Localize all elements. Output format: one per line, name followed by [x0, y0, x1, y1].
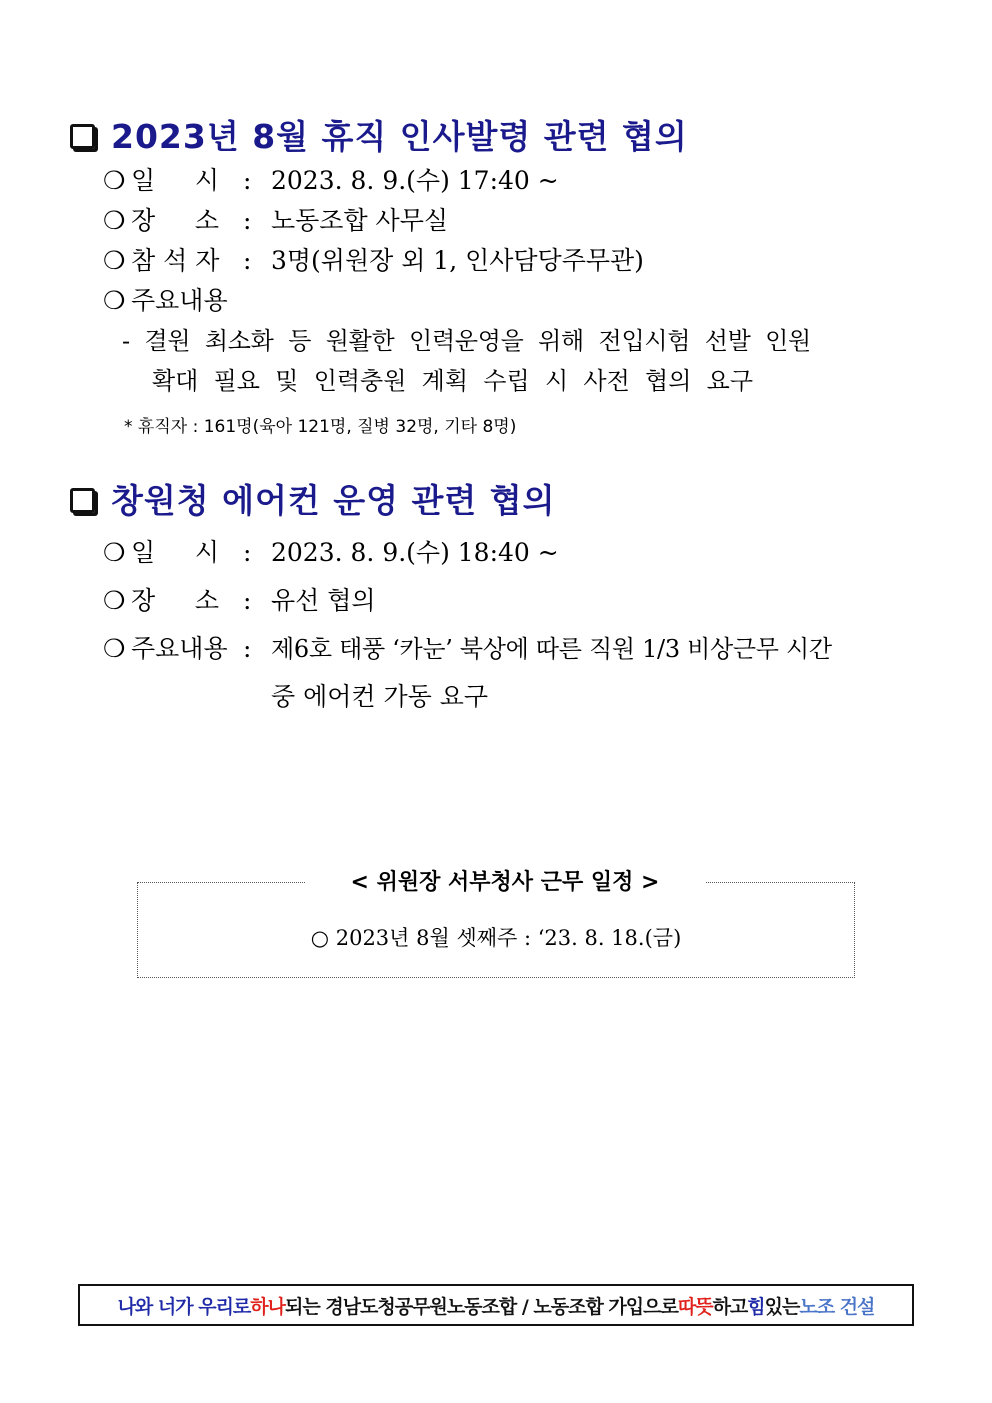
section1-title-text: 2023년 8월 휴직 인사발령 관련 협의	[111, 116, 688, 156]
colon: :	[243, 586, 252, 615]
date-value: 2023. 8. 9.(수) 17:40 ~	[271, 166, 559, 195]
slogan-part: 힘	[747, 1295, 765, 1318]
section1-content-line1: - 결원 최소화 등 원활한 인력운영을 위해 전입시험 선발 인원	[122, 327, 811, 355]
schedule-box-title: < 위원장 서부청사 근무 일정 >	[305, 866, 705, 900]
circle-bullet-icon: ❍	[103, 538, 126, 567]
attendees-value: 3명(위원장 외 1, 인사담당주무관)	[271, 246, 644, 275]
content-value-line1: 제6호 태풍 ‘카눈’ 북상에 따른 직원 1/3 비상근무 시간	[271, 635, 832, 663]
place-value: 노동조합 사무실	[271, 206, 448, 235]
section2-date-row	[103, 536, 559, 570]
circle-bullet-icon: ❍	[103, 246, 126, 275]
section2-title-text: 창원청 에어컨 운영 관련 협의	[111, 480, 556, 520]
circle-bullet-icon: ❍	[103, 586, 126, 615]
slogan-part: 따뜻	[677, 1295, 713, 1318]
section1-attendees-row	[103, 244, 644, 278]
content-label: 주요내용	[131, 634, 228, 663]
slogan-banner	[78, 1284, 914, 1326]
place-value: 유선 협의	[271, 586, 376, 615]
content-label: 주요내용	[131, 286, 228, 315]
circle-bullet-icon: ❍	[103, 286, 126, 315]
attendees-label: 참 석 자	[131, 246, 220, 275]
date-label: 일 시	[131, 538, 220, 567]
place-label: 장 소	[131, 206, 220, 235]
checkbox-square-icon	[70, 124, 95, 149]
section2-title	[70, 478, 556, 518]
checkbox-square-icon	[70, 488, 95, 513]
slogan-part: 하고	[712, 1295, 748, 1318]
circle-bullet-icon: ❍	[103, 166, 126, 195]
colon: :	[243, 206, 252, 235]
slogan-part: 하나	[250, 1295, 286, 1318]
date-label: 일 시	[131, 166, 220, 195]
colon: :	[243, 538, 252, 567]
section2-place-row	[103, 584, 376, 618]
section1-note: * 휴직자 : 161명(육아 121명, 질병 32명, 기타 8명)	[124, 417, 517, 437]
circle-bullet-icon: ❍	[103, 206, 126, 235]
section1-title	[70, 114, 688, 154]
slogan-part: 되는 경남도청공무원노동조합 / 노동조합 가입으로	[285, 1295, 678, 1318]
section1-place-row	[103, 204, 448, 238]
circle-bullet-icon: ❍	[103, 634, 126, 663]
section2-content-line2: 중 에어컨 가동 요구	[271, 682, 489, 711]
date-value: 2023. 8. 9.(수) 18:40 ~	[271, 538, 559, 567]
section2-content-row	[103, 632, 832, 666]
section1-content-line2: 확대 필요 및 인력충원 계획 수립 시 사전 협의 요구	[152, 367, 753, 395]
slogan-part: 나와 너가 우리로	[117, 1295, 251, 1318]
section1-date-row	[103, 164, 559, 198]
slogan-part: 노조 건설	[799, 1295, 875, 1318]
section1-content-row	[103, 284, 228, 318]
colon: :	[243, 634, 252, 663]
slogan-part: 있는	[764, 1295, 800, 1318]
place-label: 장 소	[131, 586, 220, 615]
colon: :	[243, 246, 252, 275]
colon: :	[243, 166, 252, 195]
schedule-box-line: ○ 2023년 8월 셋째주 : ‘23. 8. 18.(금)	[310, 926, 682, 950]
